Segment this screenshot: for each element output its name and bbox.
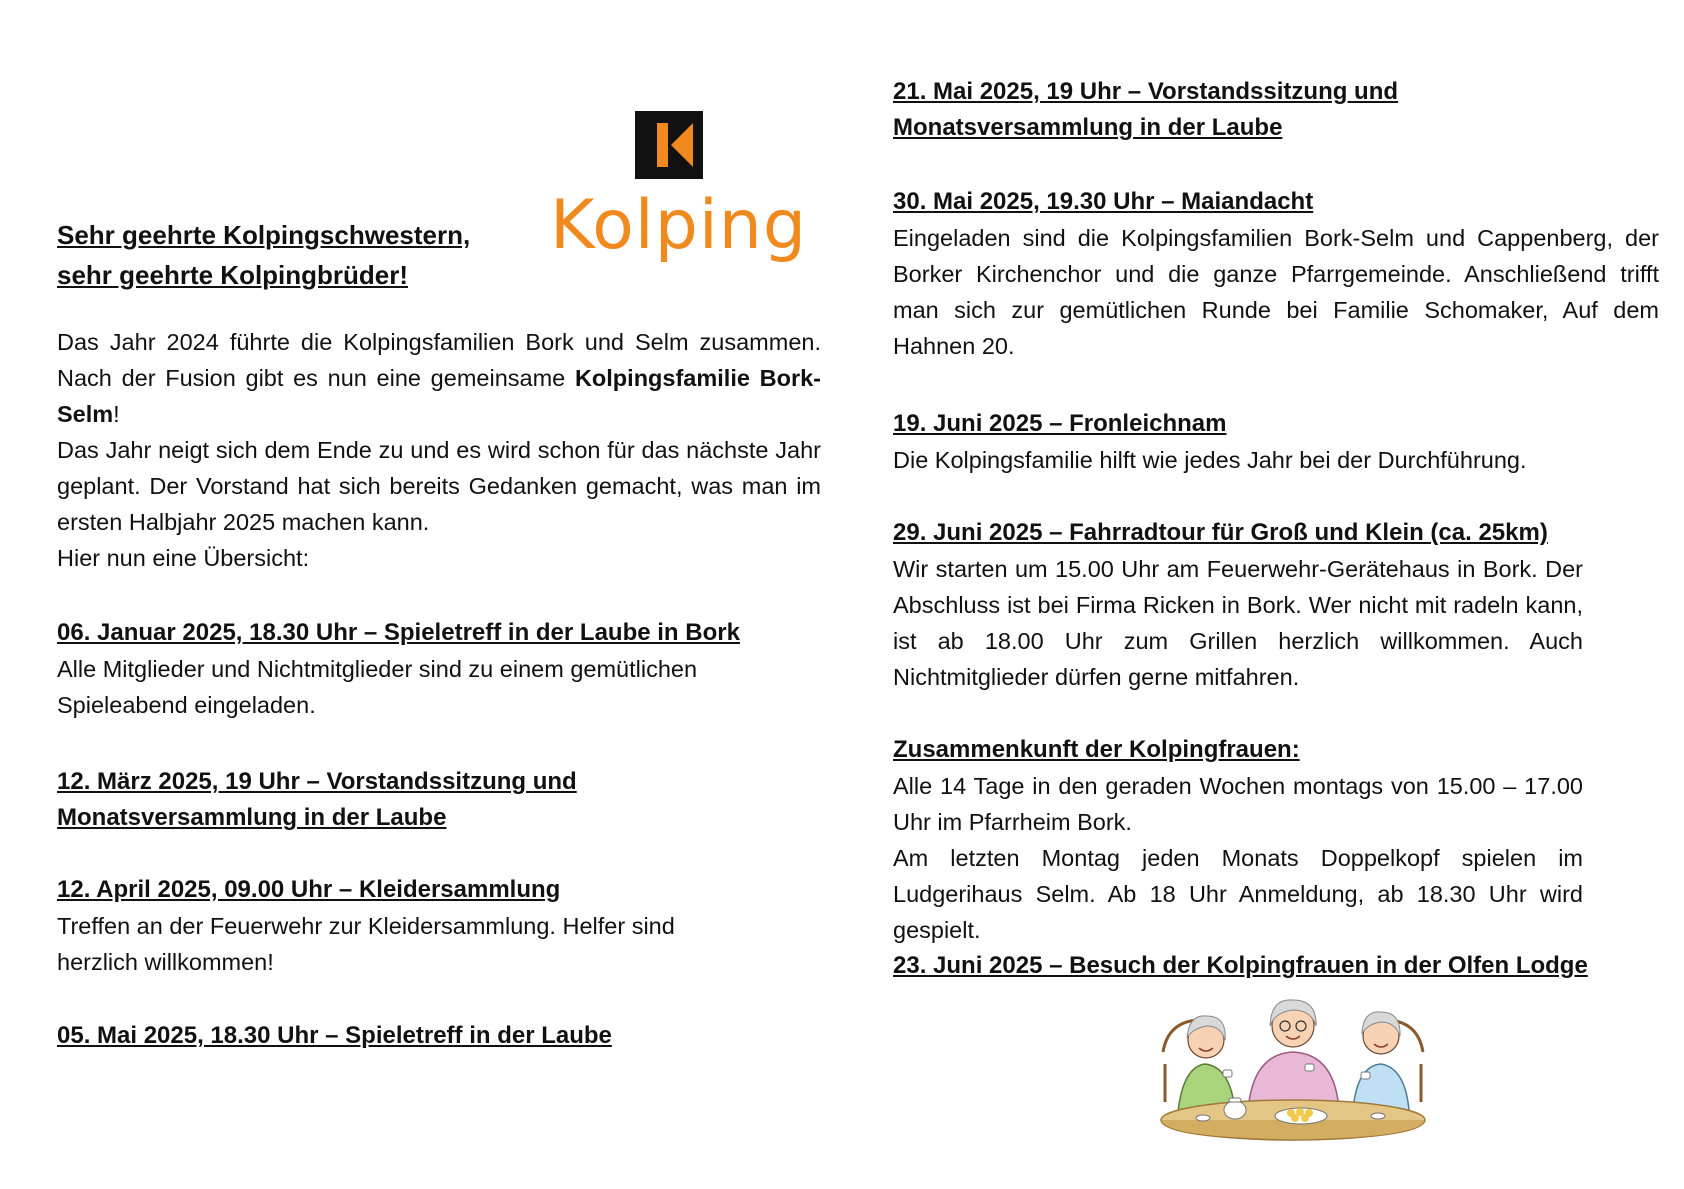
event-title: 12. März 2025, 19 Uhr – Vorstandssitzung und Monatsversammlung in der Laube <box>57 768 577 831</box>
event-may-30 <box>893 184 1659 364</box>
intro <box>57 324 821 576</box>
event-title: 19. Juni 2025 – Fronleichnam <box>893 410 1227 437</box>
kolpingfrauen-text-1: Alle 14 Tage in den geraden Wochen montags von 15.00 – 17.00 Uhr im Pfarrheim Bork. <box>893 773 1583 835</box>
kolpingfrauen-title: Zusammenkunft der Kolpingfrauen: <box>893 736 1300 763</box>
intro-paragraph-1 <box>57 324 821 432</box>
lady-middle <box>1248 1000 1339 1110</box>
kolping-k-mark-icon <box>635 111 703 179</box>
event-text: Die Kolpingsfamilie hilft wie jedes Jahr bei der Durchführung. <box>893 447 1527 473</box>
lady-left <box>1178 1016 1235 1112</box>
intro-paragraph-3: Hier nun eine Übersicht: <box>57 545 310 571</box>
three-ladies-tea-illustration-icon <box>1143 992 1443 1142</box>
event-jun-19 <box>893 406 1659 478</box>
event-title: 12. April 2025, 09.00 Uhr – Kleidersammlung <box>57 876 561 903</box>
kolpingfrauen-section <box>893 732 1659 984</box>
event-may-5 <box>57 1018 821 1054</box>
event-text: Wir starten um 15.00 Uhr am Feuerwehr-Gerätehaus in Bork. Der Abschluss ist bei Firma Ricken in Bork. Wer nicht mit radeln kann, ist ab 18.00 Uhr zum Grillen herzlich willkommen. Auch Nichtmitglieder dürfen gerne mitfahren. <box>893 556 1583 690</box>
event-text: Alle Mitglieder und Nichtmitglieder sind zu einem gemütlichen Spieleabend eingeladen. <box>57 656 698 718</box>
event-title: 30. Mai 2025, 19.30 Uhr – Maiandacht <box>893 188 1314 215</box>
greeting <box>57 215 617 295</box>
kolpingfrauen-event-title: 23. Juni 2025 – Besuch der Kolpingfrauen in der Olfen Lodge <box>893 952 1588 979</box>
lady-right <box>1353 1012 1409 1110</box>
intro-text: Das Jahr 2024 führte die Kolpingsfamilien Bork und Selm zusammen. Nach der Fusion gibt es nun eine gemeinsame <box>57 329 821 391</box>
event-title: 06. Januar 2025, 18.30 Uhr – Spieletreff in der Laube in Bork <box>57 619 740 646</box>
event-jan <box>57 615 821 723</box>
intro-bold-name: Kolpingsfamilie Bork-Selm <box>57 365 821 427</box>
kolping-wordmark: Kolping <box>550 186 808 265</box>
event-title: 05. Mai 2025, 18.30 Uhr – Spieletreff in der Laube <box>57 1022 612 1049</box>
event-title: 29. Juni 2025 – Fahrradtour für Groß und Klein (ca. 25km) <box>893 519 1548 546</box>
kolpingfrauen-text-2: Am letzten Montag jeden Monats Doppelkopf spielen im Ludgerihaus Selm. Ab 18 Uhr Anmeldung, ab 18.30 Uhr wird gespielt. <box>893 845 1583 943</box>
event-text: Eingeladen sind die Kolpingsfamilien Bork-Selm und Cappenberg, der Borker Kirchenchor und die ganze Pfarrgemeinde. Anschließend trifft man sich zur gemütlichen Runde bei Familie Schomaker, Auf dem Hahnen 20. <box>893 225 1659 359</box>
intro-paragraph-2: Das Jahr neigt sich dem Ende zu und es wird schon für das nächste Jahr geplant. Der Vorstand hat sich bereits Gedanken gemacht, was man im ersten Halbjahr 2025 machen kann. <box>57 437 821 535</box>
intro-exclaim: ! <box>113 401 120 427</box>
event-apr <box>57 872 821 980</box>
event-mar <box>57 764 617 836</box>
event-title: 21. Mai 2025, 19 Uhr – Vorstandssitzung und Monatsversammlung in der Laube <box>893 78 1399 141</box>
greeting-line-1: Sehr geehrte Kolpingschwestern, <box>57 220 471 250</box>
event-text: Treffen an der Feuerwehr zur Kleidersammlung. Helfer sind herzlich willkommen! <box>57 913 675 975</box>
event-may-21 <box>893 74 1453 146</box>
greeting-line-2: sehr geehrte Kolpingbrüder! <box>57 260 409 290</box>
event-jun-29 <box>893 515 1583 695</box>
